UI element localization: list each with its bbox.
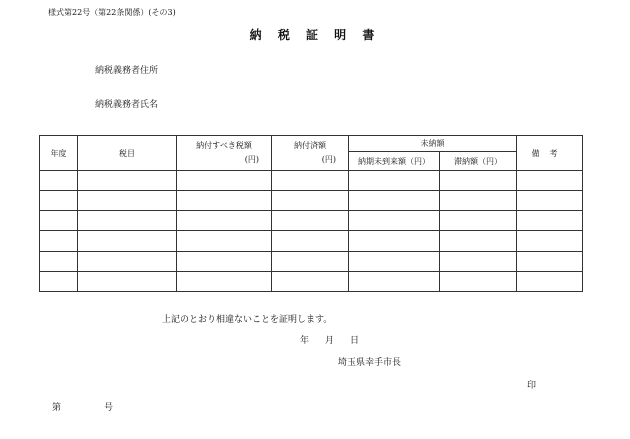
seal-mark: 印 bbox=[527, 381, 537, 391]
header-year: 年度 bbox=[40, 136, 78, 171]
document-title: 納 税 証 明 書 bbox=[249, 28, 381, 42]
header-tax-item: 税目 bbox=[78, 136, 177, 171]
table-cell bbox=[78, 251, 177, 271]
table-row bbox=[40, 271, 583, 291]
header-amount-paid bbox=[272, 136, 349, 171]
date-month-label: 月 bbox=[325, 336, 335, 346]
table-cell bbox=[78, 171, 177, 191]
issuer-name: 埼玉県幸手市長 bbox=[338, 358, 402, 368]
table-cell bbox=[40, 271, 78, 291]
table-cell bbox=[349, 191, 440, 211]
table-row bbox=[40, 211, 583, 231]
header-amount-due-unit: (円) bbox=[244, 155, 259, 164]
tax-certificate-table bbox=[39, 135, 583, 292]
header-remarks: 備考 bbox=[517, 136, 583, 171]
table-cell bbox=[177, 211, 272, 231]
table-row bbox=[40, 191, 583, 211]
table-cell bbox=[349, 251, 440, 271]
table-cell bbox=[440, 171, 517, 191]
certificate-number-prefix: 第 bbox=[52, 403, 62, 413]
table-row bbox=[40, 231, 583, 251]
table-cell bbox=[272, 271, 349, 291]
table-cell bbox=[78, 211, 177, 231]
header-amount-paid-unit: (円) bbox=[321, 155, 336, 164]
table-cell bbox=[78, 191, 177, 211]
header-unpaid: 未納額 bbox=[349, 136, 517, 152]
table-cell bbox=[440, 231, 517, 251]
table-cell bbox=[517, 271, 583, 291]
table-cell bbox=[517, 231, 583, 251]
table-cell bbox=[349, 271, 440, 291]
table-cell bbox=[40, 211, 78, 231]
table-cell bbox=[78, 271, 177, 291]
table-cell bbox=[517, 171, 583, 191]
date-year-label: 年 bbox=[300, 336, 310, 346]
date-day-label: 日 bbox=[350, 336, 360, 346]
taxpayer-name-label: 納税義務者氏名 bbox=[95, 100, 159, 110]
header-amount-paid-label: 納付済額 bbox=[294, 141, 326, 150]
table-cell bbox=[177, 231, 272, 251]
table-cell bbox=[177, 191, 272, 211]
table-cell bbox=[440, 251, 517, 271]
table-cell bbox=[272, 231, 349, 251]
table-cell bbox=[349, 171, 440, 191]
table-row bbox=[40, 251, 583, 271]
table-cell bbox=[272, 191, 349, 211]
table-cell bbox=[440, 271, 517, 291]
taxpayer-address-label: 納税義務者住所 bbox=[95, 66, 159, 76]
table-cell bbox=[40, 191, 78, 211]
table-cell bbox=[517, 191, 583, 211]
header-amount-due bbox=[177, 136, 272, 171]
certification-statement: 上記のとおり相違ないことを証明します。 bbox=[162, 315, 333, 325]
table-row bbox=[40, 171, 583, 191]
table-cell bbox=[40, 171, 78, 191]
table-cell bbox=[177, 171, 272, 191]
table-cell bbox=[177, 271, 272, 291]
header-overdue: 滞納額（円） bbox=[440, 152, 517, 171]
table-cell bbox=[78, 231, 177, 251]
table-cell bbox=[177, 251, 272, 271]
table-cell bbox=[272, 211, 349, 231]
form-number-label: 様式第22号（第22条関係）(その3) bbox=[48, 8, 176, 17]
table-cell bbox=[40, 251, 78, 271]
table-cell bbox=[517, 251, 583, 271]
table-cell bbox=[440, 211, 517, 231]
header-not-yet-due: 納期未到来額（円） bbox=[349, 152, 440, 171]
table-cell bbox=[517, 211, 583, 231]
table-cell bbox=[272, 171, 349, 191]
header-amount-due-label: 納付すべき税額 bbox=[196, 141, 252, 150]
certificate-number-suffix: 号 bbox=[104, 403, 114, 413]
table-cell bbox=[40, 231, 78, 251]
table-cell bbox=[440, 191, 517, 211]
table-cell bbox=[272, 251, 349, 271]
table-cell bbox=[349, 231, 440, 251]
table-cell bbox=[349, 211, 440, 231]
